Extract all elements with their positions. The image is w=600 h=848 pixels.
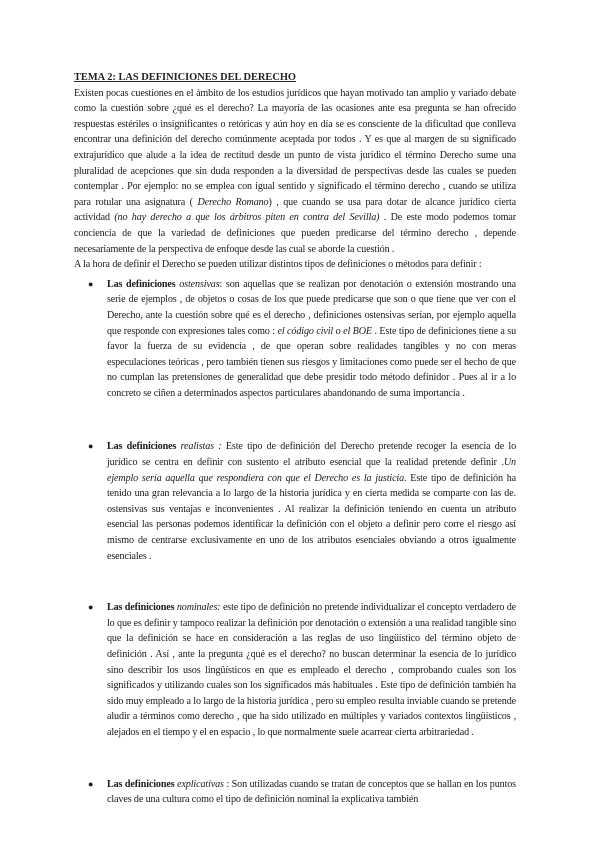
item-lead-italic: nominales: [176,602,221,614]
item-text-b: . Este tipo de definición ha tenido una gran relevancia a lo largo de la historia jurídica y en cierta medida se comparte con las de. ostensivas sus ventajas e inconvenientes . Al realizar la definición teniendo en cuenta un atributo esencial las personas podemos identificar la definición con el objeto a definir pero corre el riesgo así mismo de centrarse exclusivamente en uno de los atributos esenciales obviando a otros igualmente esenciales . [107,472,516,562]
intro-italic-derecho-romano: Derecho Romano [197,196,269,208]
bullet-icon: ● [88,778,94,789]
item-text-a: : Son utilizadas cuando se tratan de conceptos que se hallan en los puntos claves de una cultura como el tipo de definición nominal la explicativa también [107,778,516,806]
item-text-a: Este tipo de definición del Derecho pretende recoger la esencia de lo jurídico se centra en definir con sustento el atributo esencial que la realidad pretende definir . [107,441,517,469]
document-body [74,70,516,808]
bullet-icon: ● [88,602,94,613]
page-title: TEMA 2: LAS DEFINICIONES DEL DERECHO [74,72,296,83]
bullet-icon: ● [88,278,94,289]
item-lead-italic: realistas : [180,441,222,453]
intro-text-c: . De este modo podemos tomar conciencia de que la variedad de definiciones que pueden predicarse del término derecho , depende necesariamente de la perspectiva de enfoque desde las cual se aborde la cuestión . [74,212,516,255]
list-item-nominales [74,600,516,740]
list-item-explicativas [74,777,516,808]
item-italic: Un ejemplo sería aquella que respondiera con que el Derecho es la justicia [107,457,516,484]
item-lead-italic: explicativas [177,778,224,790]
item-lead: Las definiciones [107,602,177,614]
intro-paragraph-2: A la hora de definir el Derecho se pueden utilizar distintos tipos de definiciones o métodos para definir : [74,259,482,271]
bullet-icon: ● [88,441,94,452]
list-item-ostensivas [74,277,516,402]
item-text-a: : son aquellas que se realizan por denotación o extensión mostrando una serie de ejemplos , de objetos o cosas de los que puede predicarse que son o que tiene que ver con el Derecho, ante la cuestión sobre qué es el derecho , definiciones ostensivas serían, por ejemplo aquella que responde con expresiones tales como : [107,278,516,337]
item-text-b: . Este tipo de definiciones tiene a su favor la fuerza de su evidencia , de que operan sobre realidades tangibles y no con meras especulaciones teóricas , pero también tienen sus riesgos y limitaciones como puede ser el hecho de que no cumplan las pretensiones de generalidad que debe presidir todo método definidor . Pues al ir a lo concreto se ciñen a determinados aspectos particulares abandonando de suma importancia . [107,325,516,399]
item-lead: Las definiciones [107,278,180,290]
item-lead: Las definiciones [107,778,178,790]
item-lead: Las definiciones [107,441,181,453]
intro-text-b: ) , que cuando se usa para dotar de alcance jurídico cierta actividad [74,196,516,224]
item-lead-italic: ostensivas [179,278,220,290]
item-text-a: este tipo de definición no pretende individualizar el concepto verdadero de lo que es definir y tampoco realizar la definición por denotación o extensión a una realidad tangible sino que la definición se hace en consideración a las reglas de uso lingüístico del término objeto de definición . Así , ante la pregunta ¿qué es el derecho? no buscan determinar la esencia de lo jurídico sino describir los usos lingüísticos en que es empleado el derecho , comprobando cuales son los significados y utilizando cuales son los significados más habituales . Este tipo de definición también ha sido muy empleado a lo largo de la historia jurídica , pero su empleo resulta inviable cuando se pretende aludir a términos como derecho , que ha sido utilizado en múltiples y variados contextos lingüísticos , alejados en el tiempo y el en espacio , lo que normalmente suele acarrear cierta arbitrariedad . [107,602,516,738]
intro-italic-example: (no hay derecho a que los árbitros piten en contra del Sevilla) [114,212,380,224]
definitions-list [74,277,516,808]
list-item-realistas [74,439,516,564]
intro-paragraph [74,86,516,258]
item-italic: el código civil o el BOE [277,325,372,337]
intro-text-a: Existen pocas cuestiones en el ámbito de los estudios jurídicos que hayan motivado tan amplio y variado debate como la cuestión sobre ¿qué es el derecho? La mayoría de las ocasiones ante esa pregunta se han ofrecido respuestas estériles o insignificantes o retóricas y aún hoy en día se es consciente de la dificultad que conlleva encontrar una definición del derecho comúnmente aceptada por todos . Y es que al margen de su significado extrajurídico que alude a la idea de rectitud desde un punto de vista jurídico el término Derecho sume una pluralidad de acepciones que sin duda responden a la diversidad de perspectivas desde las cuales se pueden contemplar . Por ejemplo: no se emplea con igual sentido y significado el término derecho , cuando se utiliza para rotular una asignatura ( [74,87,516,208]
